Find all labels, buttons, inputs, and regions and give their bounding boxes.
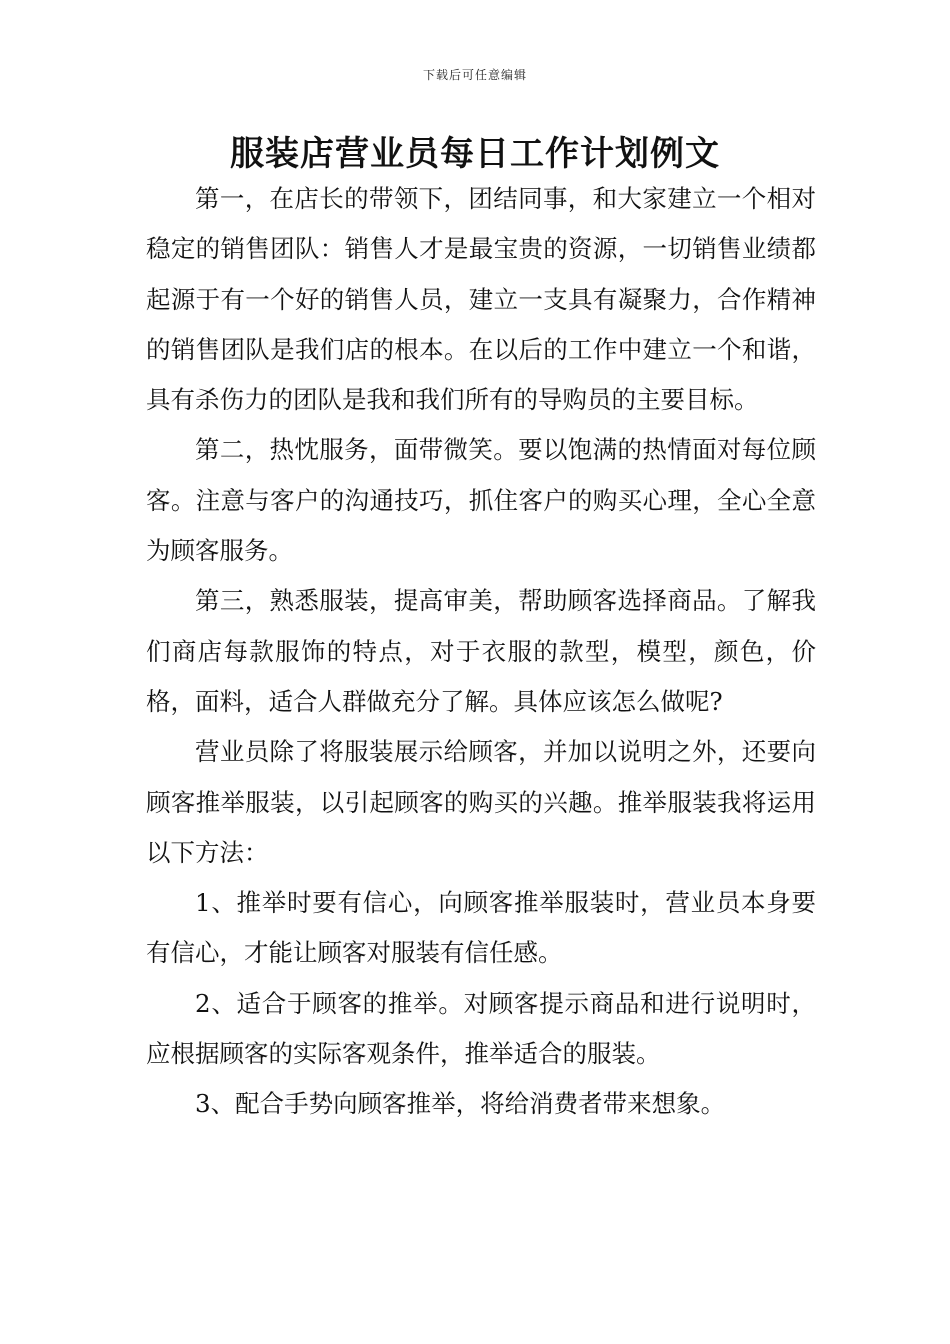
- paragraph-2: 第二，热忱服务，面带微笑。要以饱满的热情面对每位顾客。注意与客户的沟通技巧，抓住客户的购买心理，全心全意为顾客服务。: [146, 435, 816, 566]
- paragraph-6: 2、适合于顾客的推举。对顾客提示商品和进行说明时，应根据顾客的实际客观条件，推举适合的服装。: [146, 988, 816, 1069]
- document-body: [146, 174, 816, 1130]
- paragraph-4: 营业员除了将服装展示给顾客，并加以说明之外，还要向顾客推举服装，以引起顾客的购买的兴趣。推举服装我将运用以下方法：: [146, 737, 816, 867]
- document-title: 服装店营业员每日工作计划例文: [230, 134, 720, 174]
- paragraph-5: 1、推举时要有信心，向顾客推举服装时，营业员本身要有信心，才能让顾客对服装有信任感。: [146, 888, 816, 968]
- paragraph-7: 3、配合手势向顾客推举，将给消费者带来想象。: [195, 1089, 726, 1119]
- paragraph-3: 第三，熟悉服装，提高审美，帮助顾客选择商品。了解我们商店每款服饰的特点，对于衣服的款型，模型，颜色，价格，面料，适合人群做充分了解。具体应该怎么做呢?: [146, 586, 816, 716]
- header-note: 下载后可任意编辑: [422, 68, 527, 82]
- paragraph-1: 第一，在店长的带领下，团结同事，和大家建立一个相对稳定的销售团队：销售人才是最宝贵的资源，一切销售业绩都起源于有一个好的销售人员，建立一支具有凝聚力，合作精神的销售团队是我们店的根本。在以后的工作中建立一个和谐，具有杀伤力的团队是我和我们所有的导购员的主要目标。: [146, 184, 816, 415]
